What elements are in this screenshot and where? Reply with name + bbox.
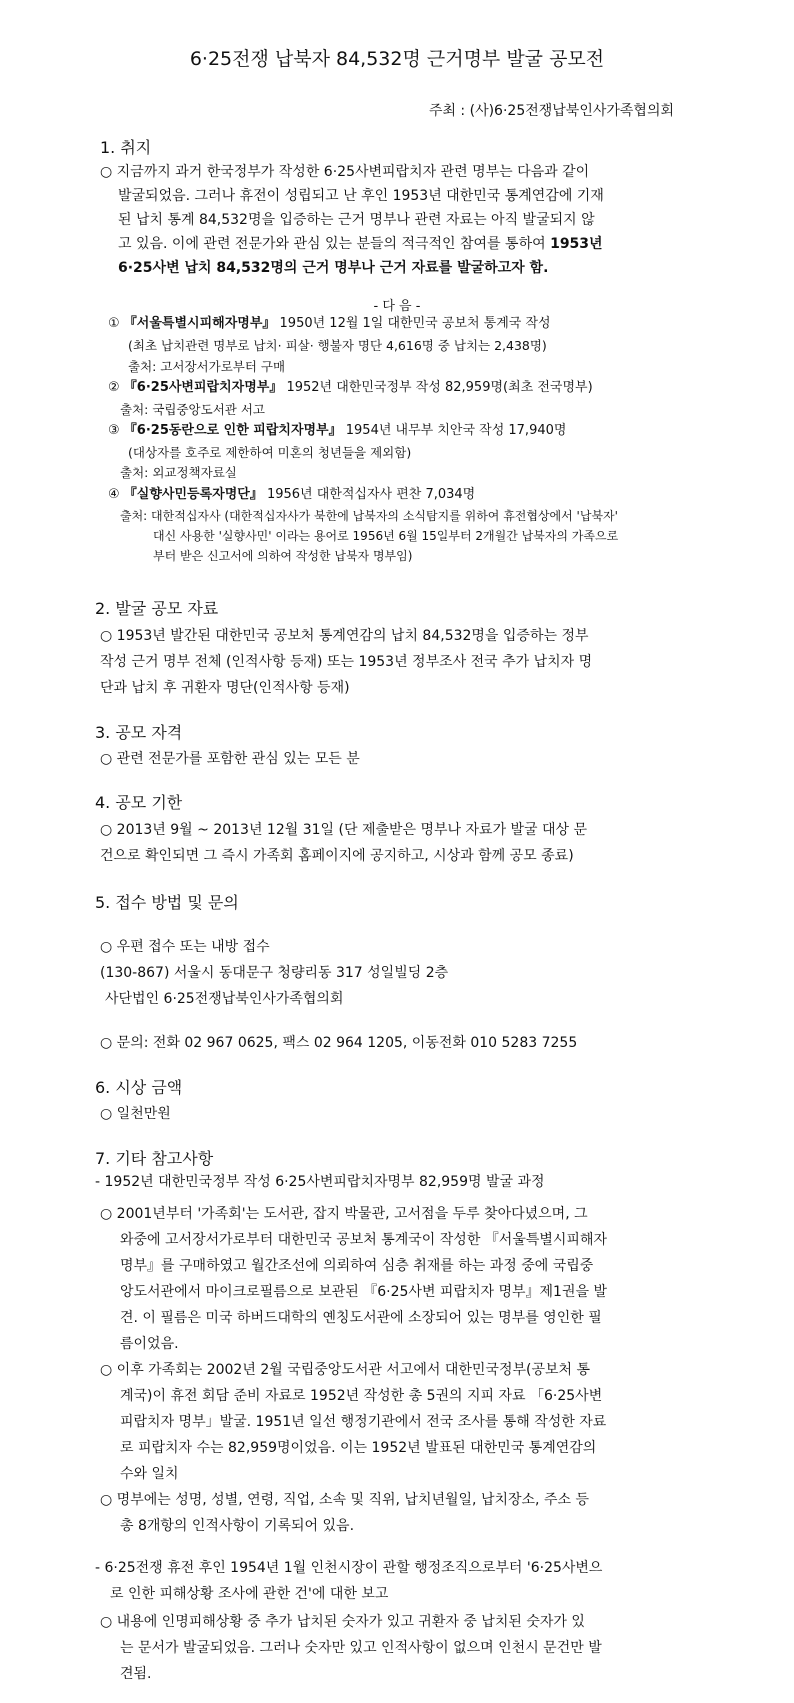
s7-b-line-5: 수와 일치 <box>120 1466 179 1482</box>
section-6-heading: 6. 시상 금액 <box>95 1078 183 1097</box>
item-4-name: 『실향사민등록자명단』 <box>123 487 263 502</box>
item-2-number: ② <box>108 380 120 395</box>
s1-line-4 <box>118 232 603 256</box>
s7-a-line-3: 명부』를 구매하였고 월간조선에 의뢰하여 심층 취재를 하는 과정 중에 국립중 <box>120 1258 594 1274</box>
s7-b-line-1: ○ 이후 가족회는 2002년 2월 국립중앙도서관 서고에서 대한민국정부(공보처 통 <box>100 1362 591 1378</box>
item-1-desc: 1950년 12월 1일 대한민국 공보처 통계국 작성 <box>275 316 551 331</box>
s5-line-1: ○ 우편 접수 또는 내방 접수 <box>100 939 270 955</box>
s7-dash-2-cont: 로 인한 피해상황 조사에 관한 건'에 대한 보고 <box>110 1586 389 1602</box>
item-3-name: 『6·25동란으로 인한 피랍치자명부』 <box>123 423 342 438</box>
s1-line-4-text: 고 있음. 이에 관련 전문가와 관심 있는 분들의 적극적인 참여를 통하여 <box>118 236 551 252</box>
s7-a-line-5: 견. 이 필름은 미국 하버드대학의 옌칭도서관에 소장되어 있는 명부를 영인한 필 <box>120 1310 602 1326</box>
item-4-number: ④ <box>108 487 120 502</box>
s1-line-1: ○ 지금까지 과거 한국정부가 작성한 6·25사변피랍치자 관련 명부는 다음과 같이 <box>100 164 590 180</box>
item-3-desc: 1954년 내무부 치안국 작성 17,940명 <box>341 423 567 438</box>
s6-line-1: ○ 일천만원 <box>100 1106 171 1122</box>
s2-line-1: ○ 1953년 발간된 대한민국 공보처 통계연감의 납치 84,532명을 입증하는 정부 <box>100 628 589 644</box>
item-1-note-2: 출처: 고서장서가로부터 구매 <box>128 359 286 374</box>
s7-b-line-2: 계국)이 휴전 회담 준비 자료로 1952년 작성한 총 5권의 지피 자료 「6·25사변 <box>120 1388 603 1404</box>
item-3-number: ③ <box>108 423 120 438</box>
item-2 <box>108 376 593 400</box>
host-line: 주최 : (사)6·25전쟁납북인사가족협의회 <box>428 103 674 119</box>
item-4 <box>108 483 475 507</box>
s5-contact: ○ 문의: 전화 02 967 0625, 팩스 02 964 1205, 이동전화 010 5283 7255 <box>100 1035 578 1051</box>
item-4-note-2: 대신 사용한 '실향사민' 이라는 용어로 1956년 6월 15일부터 2개월간 납북자의 가족으로 <box>153 529 619 543</box>
s7-dash-2: - 6·25전쟁 휴전 후인 1954년 1월 인천시장이 관할 행정조직으로부터 '6·25사변으 <box>95 1560 603 1576</box>
s4-line-2: 건으로 확인되면 그 즉시 가족회 홈페이지에 공지하고, 시상과 함께 공모 종료) <box>100 848 574 864</box>
s1-line-4-bold: 1953년 <box>550 236 603 252</box>
s1-line-3: 된 납치 통계 84,532명을 입증하는 근거 명부나 관련 자료는 아직 발굴되지 않 <box>118 212 595 228</box>
section-3-heading: 3. 공모 자격 <box>95 723 183 742</box>
item-1-name: 『서울특별시피해자명부』 <box>123 316 276 331</box>
s7-e-line-1: ○ 내용에 인명피해상황 중 추가 납치된 숫자가 있고 귀환자 중 납치된 숫자가 있 <box>100 1614 585 1630</box>
s7-a-line-6: 름이었음. <box>120 1336 179 1352</box>
item-3 <box>108 419 566 443</box>
s7-a-line-1: ○ 2001년부터 '가족회'는 도서관, 잡지 박물관, 고서점을 두루 찾아다녔으며, 그 <box>100 1206 588 1222</box>
s5-organization: 사단법인 6·25전쟁납북인사가족협의회 <box>105 991 344 1007</box>
section-5-heading: 5. 접수 방법 및 문의 <box>95 893 239 912</box>
item-4-note-3: 부터 받은 신고서에 의하여 작성한 납북자 명부임) <box>153 549 413 563</box>
item-2-note-1: 출처: 국립중앙도서관 서고 <box>120 402 265 417</box>
item-1-note-1: (최초 납치관련 명부로 납치· 피살· 행불자 명단 4,616명 중 납치는 2,438명) <box>128 338 547 353</box>
s2-line-2: 작성 근거 명부 전체 (인적사항 등재) 또는 1953년 정부조사 전국 추가 납치자 명 <box>100 654 593 670</box>
s2-line-3: 단과 납치 후 귀환자 명단(인적사항 등재) <box>100 680 350 696</box>
s7-b-line-4: 로 피랍치자 수는 82,959명이었음. 이는 1952년 발표된 대한민국 통계연감의 <box>120 1440 597 1456</box>
s7-a-line-2: 와중에 고서장서가로부터 대한민국 공보처 통계국이 작성한 『서울특별시피해자 <box>120 1232 607 1248</box>
s5-address: (130-867) 서울시 동대문구 청량리동 317 성일빌딩 2층 <box>100 965 449 981</box>
section-2-heading: 2. 발굴 공모 자료 <box>95 599 219 618</box>
s7-a-line-4: 앙도서관에서 마이크로필름으로 보관된 『6·25사변 피랍치자 명부』제1권을 발 <box>120 1284 607 1300</box>
s3-line-1: ○ 관련 전문가를 포함한 관심 있는 모든 분 <box>100 751 360 767</box>
item-2-desc: 1952년 대한민국정부 작성 82,959명(최초 전국명부) <box>282 380 593 395</box>
item-3-note-2: 출처: 외교정책자료실 <box>120 465 237 480</box>
item-4-note-1: 출처: 대한적십자사 (대한적십자사가 북한에 납북자의 소식탐지를 위하여 휴전협상에서 '납북자' <box>120 509 618 523</box>
s4-line-1: ○ 2013년 9월 ~ 2013년 12월 31일 (단 제출받은 명부나 자료가 발굴 대상 문 <box>100 822 588 838</box>
sub-heading-daum: - 다 음 - <box>373 299 421 314</box>
section-4-heading: 4. 공모 기한 <box>95 793 183 812</box>
item-3-note-1: (대상자를 호주로 제한하여 미혼의 청년들을 제외함) <box>128 445 412 460</box>
s7-dash-1: - 1952년 대한민국정부 작성 6·25사변피랍치자명부 82,959명 발굴 과정 <box>95 1174 545 1190</box>
section-1-heading: 1. 취지 <box>100 138 152 157</box>
s1-line-2: 발굴되었음. 그러나 휴전이 성립되고 난 후인 1953년 대한민국 통계연감에 기재 <box>118 188 604 204</box>
s7-e-line-3: 견됨. <box>120 1666 152 1682</box>
s7-b-line-3: 피랍치자 명부」발굴. 1951년 일선 행정기관에서 전국 조사를 통해 작성한 자료 <box>120 1414 607 1430</box>
s1-line-5: 6·25사변 납치 84,532명의 근거 명부나 근거 자료를 발굴하고자 함. <box>118 260 549 276</box>
s7-e-line-2: 는 문서가 발굴되었음. 그러나 숫자만 있고 인적사항이 없으며 인천시 문건만 발 <box>120 1640 602 1656</box>
item-2-name: 『6·25사변피랍치자명부』 <box>123 380 283 395</box>
item-4-desc: 1956년 대한적십자사 편찬 7,034명 <box>262 487 476 502</box>
item-1-number: ① <box>108 316 120 331</box>
document-title: 6·25전쟁 납북자 84,532명 근거명부 발굴 공모전 <box>189 48 605 70</box>
s7-c-line-1: ○ 명부에는 성명, 성별, 연령, 직업, 소속 및 직위, 납치년월일, 납치장소, 주소 등 <box>100 1492 589 1508</box>
section-7-heading: 7. 기타 참고사항 <box>95 1149 214 1168</box>
item-1 <box>108 312 551 336</box>
s7-c-line-2: 총 8개항의 인적사항이 기록되어 있음. <box>120 1518 355 1534</box>
